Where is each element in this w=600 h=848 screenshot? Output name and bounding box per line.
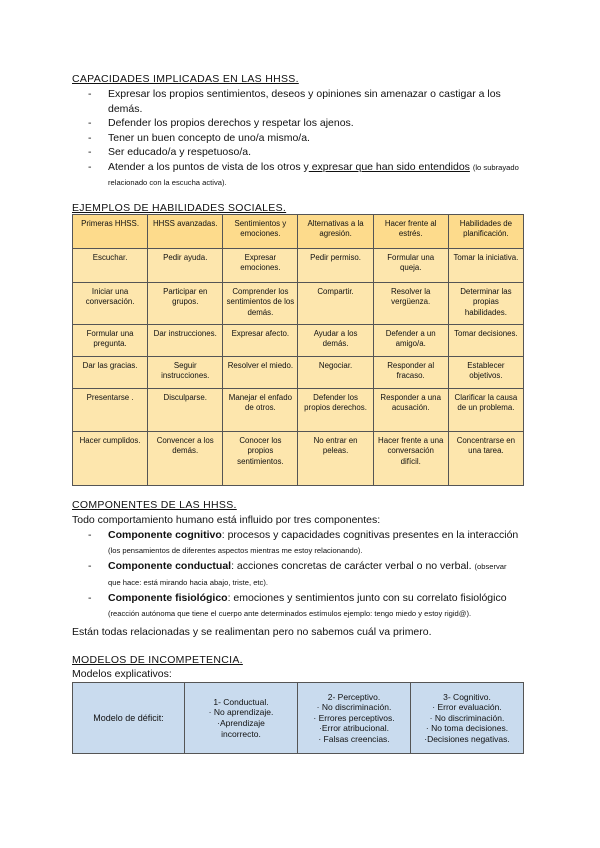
componentes-intro: Todo comportamiento humano está influido por tres componentes:: [72, 514, 381, 526]
table-cell: Disculparse.: [148, 389, 223, 432]
table-cell: Hacer frente a una conversación difícil.: [373, 432, 448, 486]
table-row: [73, 432, 524, 486]
list-item-text: Atender a los puntos de vista de los otros y: [108, 160, 309, 173]
table-cell: Expresar emociones.: [223, 249, 298, 283]
table-cell: Dar instrucciones.: [148, 325, 223, 357]
cell-line: 3- Cognitivo.: [443, 691, 491, 702]
table-cell: Formular una queja.: [373, 249, 448, 283]
table-cell: No entrar en peleas.: [298, 432, 373, 486]
table-row: [73, 249, 524, 283]
list-item: - Ser educado/a y respetuoso/a.: [88, 145, 533, 160]
table-cell: Defender los propios derechos.: [298, 389, 373, 432]
modelo-perceptivo-cell: [298, 683, 411, 754]
underlined-text: expresar que han sido entendidos: [308, 160, 470, 173]
list-item: - Defender los propios derechos y respetar los ajenos.: [88, 116, 533, 131]
table-cell: Expresar afecto.: [223, 325, 298, 357]
component-note: (observar que hace: está mirando hacia abajo, triste, etc).: [108, 562, 507, 587]
component-title: Componente conductual: [108, 560, 232, 572]
cell-line: 2- Perceptivo.: [327, 691, 381, 702]
list-item: - Expresar los propios sentimientos, deseos y opiniones sin amenazar o castigar a los demás.: [88, 87, 533, 116]
modelo-cognitivo-cell: [411, 683, 524, 754]
table-cell: Tomar decisiones.: [448, 325, 523, 357]
table-cell: Iniciar una conversación.: [73, 283, 148, 325]
table-cell: Ayudar a los demás.: [298, 325, 373, 357]
cell-line: · No discriminación.: [316, 702, 392, 713]
cell-line: · No aprendizaje.: [208, 707, 274, 718]
capacidades-list: [88, 87, 533, 191]
table-header-cell: HHSS avanzadas.: [148, 215, 223, 249]
table-row: [73, 683, 524, 754]
table-cell: Escuchar.: [73, 249, 148, 283]
table-header-cell: Hacer frente al estrés.: [373, 215, 448, 249]
table-cell: Establecer objetivos.: [448, 357, 523, 389]
cell-line: · No discriminación.: [429, 712, 505, 723]
habilidades-table: [72, 214, 524, 486]
table-cell: Determinar las propias habilidades.: [448, 283, 523, 325]
table-header-cell: Primeras HHSS.: [73, 215, 148, 249]
table-header-cell: Alternativas a la agresión.: [298, 215, 373, 249]
component-text: : emociones y sentimientos junto con su correlato fisiológico: [227, 592, 507, 604]
table-cell: Resolver la vergüenza.: [373, 283, 448, 325]
modelo-deficit-label: Modelo de déficit:: [73, 683, 185, 754]
componentes-heading: COMPONENTES DE LAS HHSS.: [72, 499, 237, 511]
table-header-cell: Habilidades de planificación.: [448, 215, 523, 249]
table-cell: Tomar la iniciativa.: [448, 249, 523, 283]
list-item: [88, 160, 533, 191]
componentes-closing: Están todas relacionadas y se realimentan pero no sabemos cuál va primero.: [72, 626, 432, 638]
table-cell: Resolver el miedo.: [223, 357, 298, 389]
list-item: [88, 528, 520, 558]
table-cell: Hacer cumplidos.: [73, 432, 148, 486]
cell-line: ·Error atribucional.: [319, 723, 389, 734]
cell-line: ·Aprendizaje: [217, 718, 265, 728]
list-item: - Tener un buen concepto de uno/a mismo/a.: [88, 131, 533, 146]
cell-line: ·Decisiones negativas.: [424, 733, 510, 744]
table-cell: Compartir.: [298, 283, 373, 325]
capacidades-heading: CAPACIDADES IMPLICADAS EN LAS HHSS.: [72, 73, 299, 85]
modelo-conductual-cell: [185, 683, 298, 754]
table-row: [73, 283, 524, 325]
table-row: [73, 389, 524, 432]
table-cell: Comprender los sentimientos de los demás.: [223, 283, 298, 325]
table-cell: Pedir ayuda.: [148, 249, 223, 283]
list-item: [88, 559, 520, 590]
table-cell: Dar las gracias.: [73, 357, 148, 389]
table-cell: Conocer los propios sentimientos.: [223, 432, 298, 486]
component-title: Componente cognitivo: [108, 529, 222, 541]
table-row: [73, 325, 524, 357]
cell-line: 1- Conductual.: [213, 696, 269, 707]
cell-line: incorrecto.: [221, 728, 261, 739]
table-cell: Presentarse .: [73, 389, 148, 432]
component-text: : acciones concretas de carácter verbal o no verbal.: [231, 560, 475, 572]
cell-line: · No toma decisiones.: [425, 723, 509, 734]
component-text: : procesos y capacidades cognitivas presentes en la interacción: [221, 529, 519, 541]
table-cell: Concentrarse en una tarea.: [448, 432, 523, 486]
modelos-table: [72, 682, 524, 754]
component-title: Componente fisiológico: [108, 592, 228, 604]
cell-line: · Falsas creencias.: [318, 733, 390, 744]
table-cell: Convencer a los demás.: [148, 432, 223, 486]
modelos-heading: MODELOS DE INCOMPETENCIA.: [72, 654, 243, 666]
table-header-row: [73, 215, 524, 249]
cell-line: · Errores perceptivos.: [313, 712, 395, 723]
table-row: [73, 357, 524, 389]
table-cell: Clarificar la causa de un problema.: [448, 389, 523, 432]
table-cell: Pedir permiso.: [298, 249, 373, 283]
table-header-cell: Sentimientos y emociones.: [223, 215, 298, 249]
cell-line: · Error evaluación.: [432, 702, 502, 713]
table-cell: Seguir instrucciones.: [148, 357, 223, 389]
component-note: (los pensamientos de diferentes aspectos mientras me estoy relacionando).: [108, 545, 363, 555]
table-cell: Manejar el enfado de otros.: [223, 389, 298, 432]
table-cell: Negociar.: [298, 357, 373, 389]
note-text: (lo subrayado relacionado con la escucha activa).: [108, 162, 519, 187]
component-note: (reacción autónoma que tiene el cuerpo ante determinados estímulos ejemplo: tengo miedo y estoy rigid@).: [108, 608, 472, 618]
ejemplos-heading: EJEMPLOS DE HABILIDADES SOCIALES.: [72, 202, 287, 214]
modelos-subheading: Modelos explicativos:: [72, 668, 172, 680]
table-cell: Responder a una acusación.: [373, 389, 448, 432]
list-item: [88, 591, 520, 621]
table-cell: Participar en grupos.: [148, 283, 223, 325]
table-cell: Responder al fracaso.: [373, 357, 448, 389]
table-cell: Formular una pregunta.: [73, 325, 148, 357]
componentes-list: [88, 528, 520, 621]
table-cell: Defender a un amigo/a.: [373, 325, 448, 357]
